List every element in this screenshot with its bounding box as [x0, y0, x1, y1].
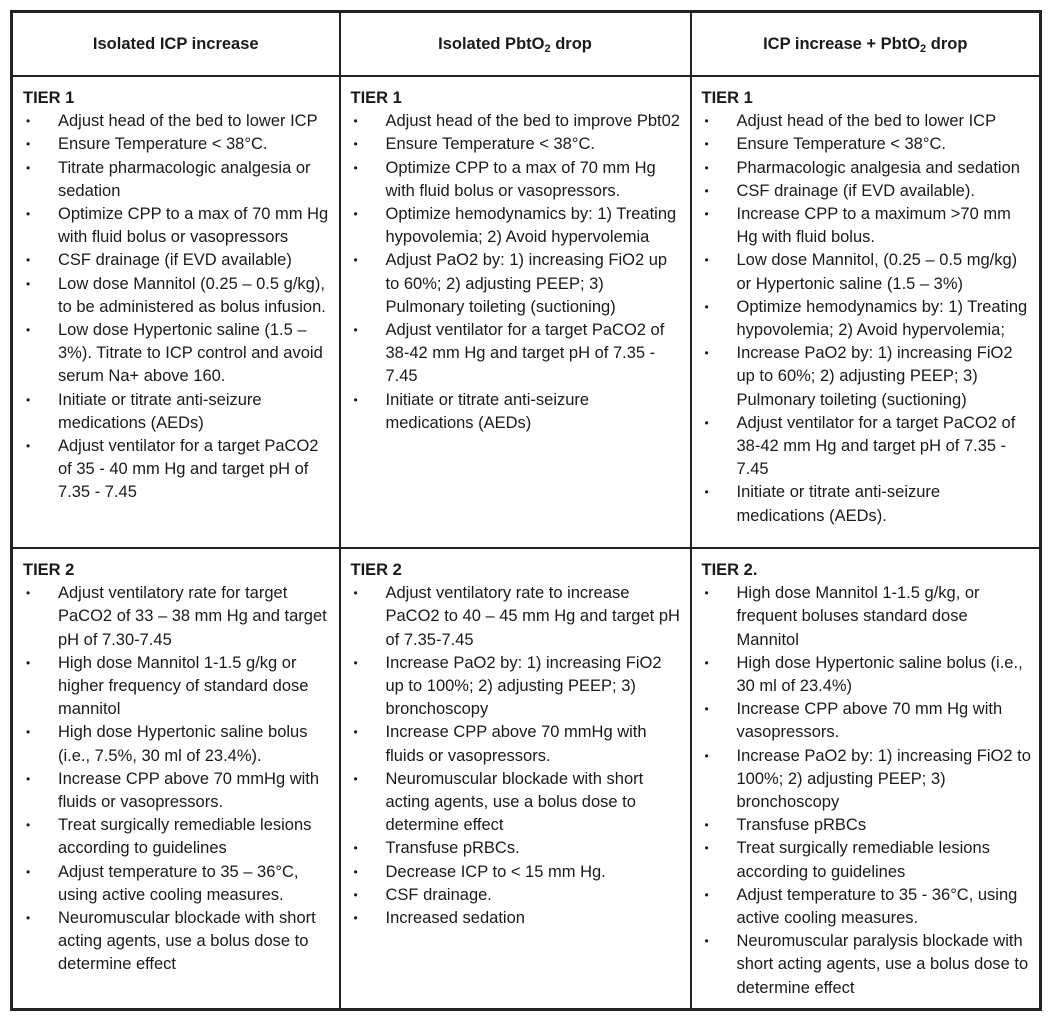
intervention-item: • Adjust temperature to 35 – 36°C, using active cooling measures. [23, 861, 331, 907]
intervention-item: • Adjust ventilator for a target PaCO2 of 38-42 mm Hg and target pH of 7.35 - 7.45 [702, 412, 1032, 482]
intervention-item: • Neuromuscular blockade with short acting agents, use a bolus dose to determine effect [23, 907, 331, 977]
intervention-list [23, 582, 331, 976]
intervention-item: • CSF drainage. [351, 884, 682, 907]
intervention-list [702, 110, 1032, 528]
intervention-list [351, 582, 682, 930]
intervention-item: • Ensure Temperature < 38°C. [23, 133, 331, 156]
intervention-item: • Adjust head of the bed to improve Pbt02 [351, 110, 682, 133]
header-icp-pbto2: ICP increase + PbtO2 drop [691, 12, 1041, 77]
intervention-item: • Pharmacologic analgesia and sedation [702, 157, 1032, 180]
intervention-item: • Optimize hemodynamics by: 1) Treating hypovolemia; 2) Avoid hypervolemia [351, 203, 682, 249]
intervention-item: • Increase CPP above 70 mmHg with fluids or vasopressors. [23, 768, 331, 814]
tier2-row [12, 548, 1041, 1009]
intervention-item: • Adjust PaO2 by: 1) increasing FiO2 up to 60%; 2) adjusting PEEP; 3) Pulmonary toileting (suctioning) [351, 249, 682, 319]
intervention-item: • Transfuse pRBCs [702, 814, 1032, 837]
intervention-item: • Optimize CPP to a max of 70 mm Hg with fluid bolus or vasopressors [23, 203, 331, 249]
intervention-item: • Neuromuscular paralysis blockade with short acting agents, use a bolus dose to determine effect [702, 930, 1032, 1000]
intervention-item: • Neuromuscular blockade with short acting agents, use a bolus dose to determine effect [351, 768, 682, 838]
intervention-item: • Initiate or titrate anti-seizure medications (AEDs) [23, 389, 331, 435]
intervention-item: • Optimize hemodynamics by: 1) Treating hypovolemia; 2) Avoid hypervolemia; [702, 296, 1032, 342]
tier1-cell [691, 76, 1041, 548]
tier-label: TIER 2. [701, 561, 758, 579]
intervention-item: • Ensure Temperature < 38°C. [351, 133, 682, 156]
intervention-item: • Low dose Mannitol, (0.25 – 0.5 mg/kg) or Hypertonic saline (1.5 – 3%) [702, 249, 1032, 295]
intervention-item: • Adjust head of the bed to lower ICP [702, 110, 1032, 133]
intervention-item: • Adjust temperature to 35 - 36°C, using active cooling measures. [702, 884, 1032, 930]
intervention-item: • Optimize CPP to a max of 70 mm Hg with fluid bolus or vasopressors. [351, 157, 682, 203]
intervention-item: • Increase PaO2 by: 1) increasing FiO2 up to 100%; 2) adjusting PEEP; 3) bronchoscopy [351, 652, 682, 722]
tier-label: TIER 1 [23, 89, 75, 107]
intervention-item: • Low dose Hypertonic saline (1.5 – 3%). Titrate to ICP control and avoid serum Na+ above 160. [23, 319, 331, 389]
intervention-item: • Increase CPP above 70 mmHg with fluids or vasopressors. [351, 721, 682, 767]
intervention-item: • Low dose Mannitol (0.25 – 0.5 g/kg), to be administered as bolus infusion. [23, 273, 331, 319]
intervention-item: • Adjust ventilator for a target PaCO2 of 35 - 40 mm Hg and target pH of 7.35 - 7.45 [23, 435, 331, 505]
intervention-item: • CSF drainage (if EVD available). [702, 180, 1032, 203]
intervention-item: • Increase PaO2 by: 1) increasing FiO2 up to 60%; 2) adjusting PEEP; 3) Pulmonary toileting (suctioning) [702, 342, 1032, 412]
intervention-item: • Initiate or titrate anti-seizure medications (AEDs). [702, 481, 1032, 527]
header-row [12, 12, 1041, 77]
intervention-item: • Increased sedation [351, 907, 682, 930]
tier2-cell [340, 548, 691, 1009]
tier2-cell [691, 548, 1041, 1009]
intervention-item: • Increase CPP to a maximum >70 mm Hg with fluid bolus. [702, 203, 1032, 249]
tier-label: TIER 1 [350, 89, 402, 107]
tier-label: TIER 2 [23, 561, 75, 579]
intervention-item: • Adjust ventilatory rate for target PaCO2 of 33 – 38 mm Hg and target pH of 7.30-7.45 [23, 582, 331, 652]
intervention-item: • High dose Hypertonic saline bolus (i.e., 30 ml of 23.4%) [702, 652, 1032, 698]
intervention-item: • Initiate or titrate anti-seizure medications (AEDs) [351, 389, 682, 435]
intervention-item: • Decrease ICP to < 15 mm Hg. [351, 861, 682, 884]
protocol-table [10, 10, 1042, 1011]
tier-label: TIER 2 [350, 561, 402, 579]
intervention-item: • Increase CPP above 70 mm Hg with vasopressors. [702, 698, 1032, 744]
tier1-row [12, 76, 1041, 548]
intervention-item: • Increase PaO2 by: 1) increasing FiO2 to 100%; 2) adjusting PEEP; 3) bronchoscopy [702, 745, 1032, 815]
header-isolated-icp: Isolated ICP increase [12, 12, 340, 77]
tier2-cell [12, 548, 340, 1009]
intervention-item: • Adjust ventilator for a target PaCO2 of 38-42 mm Hg and target pH of 7.35 - 7.45 [351, 319, 682, 389]
intervention-list [23, 110, 331, 504]
intervention-item: • Treat surgically remediable lesions according to guidelines [23, 814, 331, 860]
intervention-item: • High dose Mannitol 1-1.5 g/kg or higher frequency of standard dose mannitol [23, 652, 331, 722]
intervention-item: • Treat surgically remediable lesions according to guidelines [702, 837, 1032, 883]
intervention-item: • Titrate pharmacologic analgesia or sedation [23, 157, 331, 203]
tier1-cell [12, 76, 340, 548]
intervention-item: • High dose Mannitol 1-1.5 g/kg, or frequent boluses standard dose Mannitol [702, 582, 1032, 652]
intervention-item: • CSF drainage (if EVD available) [23, 249, 331, 272]
tier1-cell [340, 76, 691, 548]
intervention-item: • Adjust head of the bed to lower ICP [23, 110, 331, 133]
intervention-item: • High dose Hypertonic saline bolus (i.e., 7.5%, 30 ml of 23.4%). [23, 721, 331, 767]
intervention-list [351, 110, 682, 435]
intervention-item: • Ensure Temperature < 38°C. [702, 133, 1032, 156]
intervention-item: • Adjust ventilatory rate to increase PaCO2 to 40 – 45 mm Hg and target pH of 7.35-7.45 [351, 582, 682, 652]
tier-label: TIER 1 [701, 89, 753, 107]
header-isolated-pbto2: Isolated PbtO2 drop [340, 12, 691, 77]
intervention-list [702, 582, 1032, 1000]
intervention-item: • Transfuse pRBCs. [351, 837, 682, 860]
